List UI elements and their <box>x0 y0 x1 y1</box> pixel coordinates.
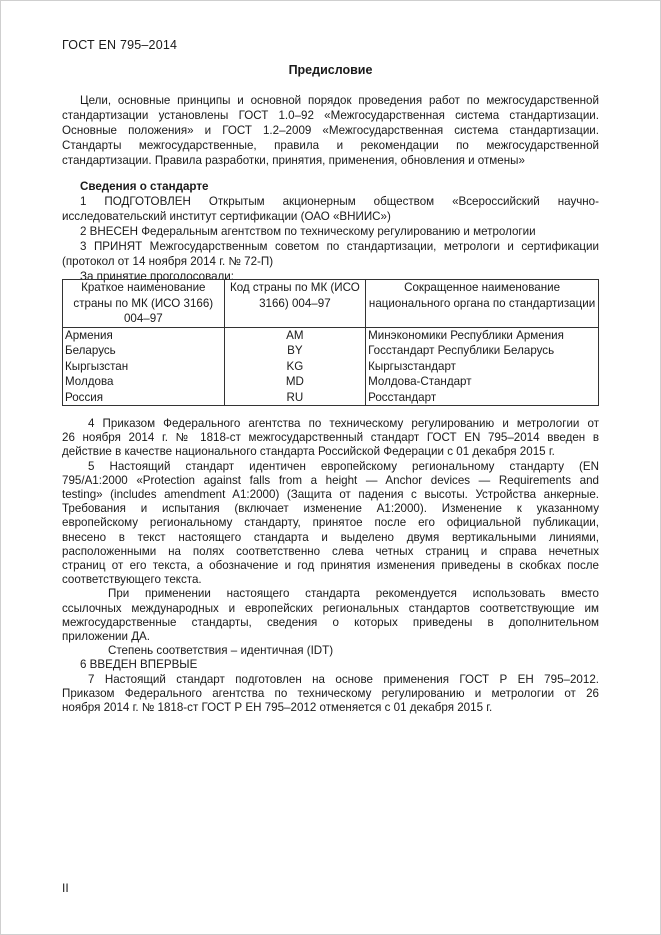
column-header-code: Код страны по МК (ИСО 3166) 004–97 <box>224 280 366 328</box>
text-line: 7 Настоящий стандарт подготовлен на основе применения ГОСТ Р ЕН 795–2012. <box>88 672 599 686</box>
text-line: соответствующего текста. <box>62 573 202 587</box>
text-line: 3 ПРИНЯТ Межгосударственным советом по стандартизации, метрологи и сертификации <box>80 240 599 253</box>
country-cell: Россия <box>63 390 225 406</box>
country-cell: Армения <box>63 327 225 343</box>
standard-info <box>62 179 599 284</box>
text-line: За принятие проголосовали: <box>80 270 235 283</box>
body-cell: Кыргызстандарт <box>366 359 599 375</box>
text-line: (протокол от 14 ноября 2014 г. № 72-П) <box>62 255 274 268</box>
text-line: 795/A1:2000 «Protection against falls from a height — Anchor devices — Requirements and <box>62 473 599 487</box>
body-cell: Росстандарт <box>366 390 599 406</box>
intro-paragraph <box>62 93 599 168</box>
text-line: Стандарты межгосударственные, правила и рекомендации по межгосударственной <box>62 139 599 152</box>
text-line: Цели, основные принципы и основной порядок проведения работ по межгосударственной <box>80 94 599 107</box>
page-number: II <box>62 881 69 895</box>
code-cell: KG <box>224 359 366 375</box>
document-header: ГОСТ EN 795–2014 <box>62 38 178 52</box>
text-line: 1 ПОДГОТОВЛЕН Открытым акционерным обществом «Всероссийский научно- <box>80 195 599 208</box>
column-header-country: Краткое наименование страны по МК (ИСО 3166) 004–97 <box>63 280 225 328</box>
text-line: ссылочных международных и европейских региональных стандартов соответствующие им <box>62 601 599 615</box>
code-cell: MD <box>224 374 366 390</box>
table-row <box>63 359 599 375</box>
body-cell: Молдова-Стандарт <box>366 374 599 390</box>
text-line: 26 ноября 2014 г. № 1818-ст межгосударственный стандарт ГОСТ EN 795–2014 введен в <box>62 431 599 445</box>
items-section <box>62 417 599 715</box>
page-title: Предисловие <box>288 63 373 77</box>
text-line: 5 Настоящий стандарт идентичен европейскому региональному стандарту (EN <box>88 459 599 473</box>
text-line: европейскому региональному стандарту, принятое после его официальной публикации, <box>62 516 599 530</box>
body-cell: Минэкономики Республики Армения <box>366 327 599 343</box>
text-line: При применении настоящего стандарта рекомендуется использовать вместо <box>108 587 599 601</box>
text-line: стандартизации установлены ГОСТ 1.0–92 «Межгосударственная система стандартизации. <box>62 109 599 122</box>
body-cell: Госстандарт Республики Беларусь <box>366 343 599 359</box>
text-line: внесено в текст настоящего стандарта и выделено двумя вертикальными линиями, <box>62 530 599 544</box>
text-line: действие в качестве национального стандарта Российской Федерации с 01 декабря 2015 г. <box>62 445 555 459</box>
text-line: приложении ДА. <box>62 630 151 644</box>
country-cell: Кыргызстан <box>63 359 225 375</box>
text-line: Приказом Федерального агентства по техническому регулированию и метрологии от 26 <box>62 686 599 700</box>
table-header-row <box>63 280 599 328</box>
country-cell: Молдова <box>63 374 225 390</box>
text-line: межгосударственные стандарты, сведения о которых приведены в дополнительном <box>62 615 599 629</box>
conformity-line: Степень соответствия – идентичная (IDT) <box>108 644 334 658</box>
text-line: testing» (includes amendment A1:2000) (Защита от падения с высоты. Устройства анкерные. <box>62 488 599 502</box>
text-line: страниц от его текста, а обозначение и год принятия изменения приведены в скобках после <box>62 559 599 573</box>
text-line: 6 ВВЕДЕН ВПЕРВЫЕ <box>80 658 198 672</box>
table-row <box>63 327 599 343</box>
text-line: расположенными на полях соответственно слева четных страниц и справа нечетных <box>62 544 599 558</box>
table-row <box>63 343 599 359</box>
table-row <box>63 390 599 406</box>
text-line: 4 Приказом Федерального агентства по техническому регулированию и метрологии от <box>88 417 599 430</box>
text-line: стандартизации. Правила разработки, принятия, применения, обновления и отмены» <box>62 154 525 167</box>
column-header-body: Сокращенное наименование национального органа по стандартизации <box>366 280 599 328</box>
text-line: Требования и испытания (включает изменение А1:2000). Изменение к указанному <box>62 502 599 516</box>
table-row <box>63 374 599 390</box>
section-title: Сведения о стандарте <box>80 180 209 193</box>
code-cell: RU <box>224 390 366 406</box>
text-line: 2 ВНЕСЕН Федеральным агентством по техническому регулированию и метрологии <box>80 225 536 238</box>
code-cell: BY <box>224 343 366 359</box>
text-line: исследовательский институт сертификации (ОАО «ВНИИС») <box>62 210 391 223</box>
code-cell: AM <box>224 327 366 343</box>
text-line: Основные положения» и ГОСТ 1.2–2009 «Межгосударственная система стандартизации. <box>62 124 599 137</box>
voting-table <box>62 279 599 406</box>
country-cell: Беларусь <box>63 343 225 359</box>
text-line: ноября 2014 г. № 1818-ст ГОСТ Р ЕН 795–2012 отменяется с 01 декабря 2015 г. <box>62 701 493 715</box>
